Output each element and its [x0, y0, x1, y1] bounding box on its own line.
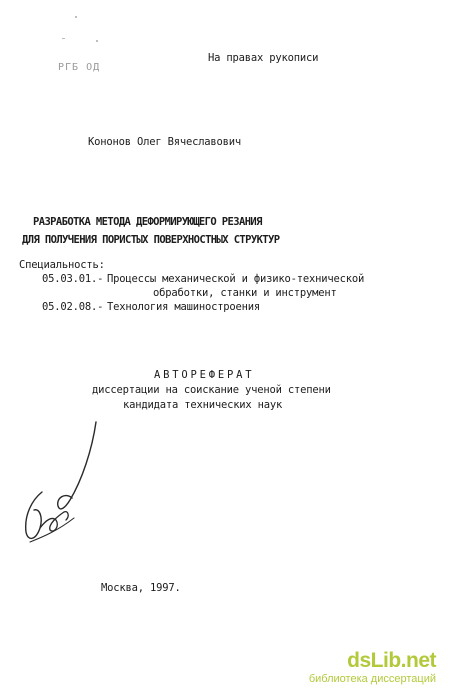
rights-notice: На правах рукописи — [208, 52, 319, 64]
scan-speck — [75, 16, 77, 18]
specialty-code: 05.03.01.- — [42, 273, 104, 285]
title-line-1: РАЗРАБОТКА МЕТОДА ДЕФОРМИРУЮЩЕГО РЕЗАНИЯ — [33, 216, 262, 228]
watermark-caption: библиотека диссертаций — [308, 673, 436, 685]
author-name: Кононов Олег Вячеславович — [88, 136, 242, 148]
abstract-heading-text: АВТОРЕФЕРАТ — [154, 369, 255, 381]
title-line-2: ДЛЯ ПОЛУЧЕНИЯ ПОРИСТЫХ ПОВЕРХНОСТНЫХ СТРУКТУР — [22, 234, 280, 246]
place-year: Москва, 1997. — [101, 582, 181, 594]
watermark — [309, 650, 436, 685]
specialty-text: Технология машиностроения — [107, 301, 261, 313]
abstract-heading — [154, 369, 254, 381]
specialty-code: 05.02.08.- — [42, 301, 104, 313]
signature — [10, 420, 100, 570]
scan-speck — [62, 38, 65, 39]
abstract-line-2: кандидата технических наук — [123, 399, 283, 411]
abstract-line-1: диссертации на соискание ученой степени — [92, 384, 331, 396]
scan-speck — [96, 40, 98, 42]
specialty-text: Процессы механической и физико-технической — [107, 273, 365, 285]
specialty-text-continued: обработки, станки и инструмент — [153, 287, 337, 299]
specialty-label: Специальность: — [19, 259, 105, 271]
archive-stamp: РГБ ОД — [58, 62, 101, 73]
watermark-logo: dsLib.net — [347, 649, 436, 672]
